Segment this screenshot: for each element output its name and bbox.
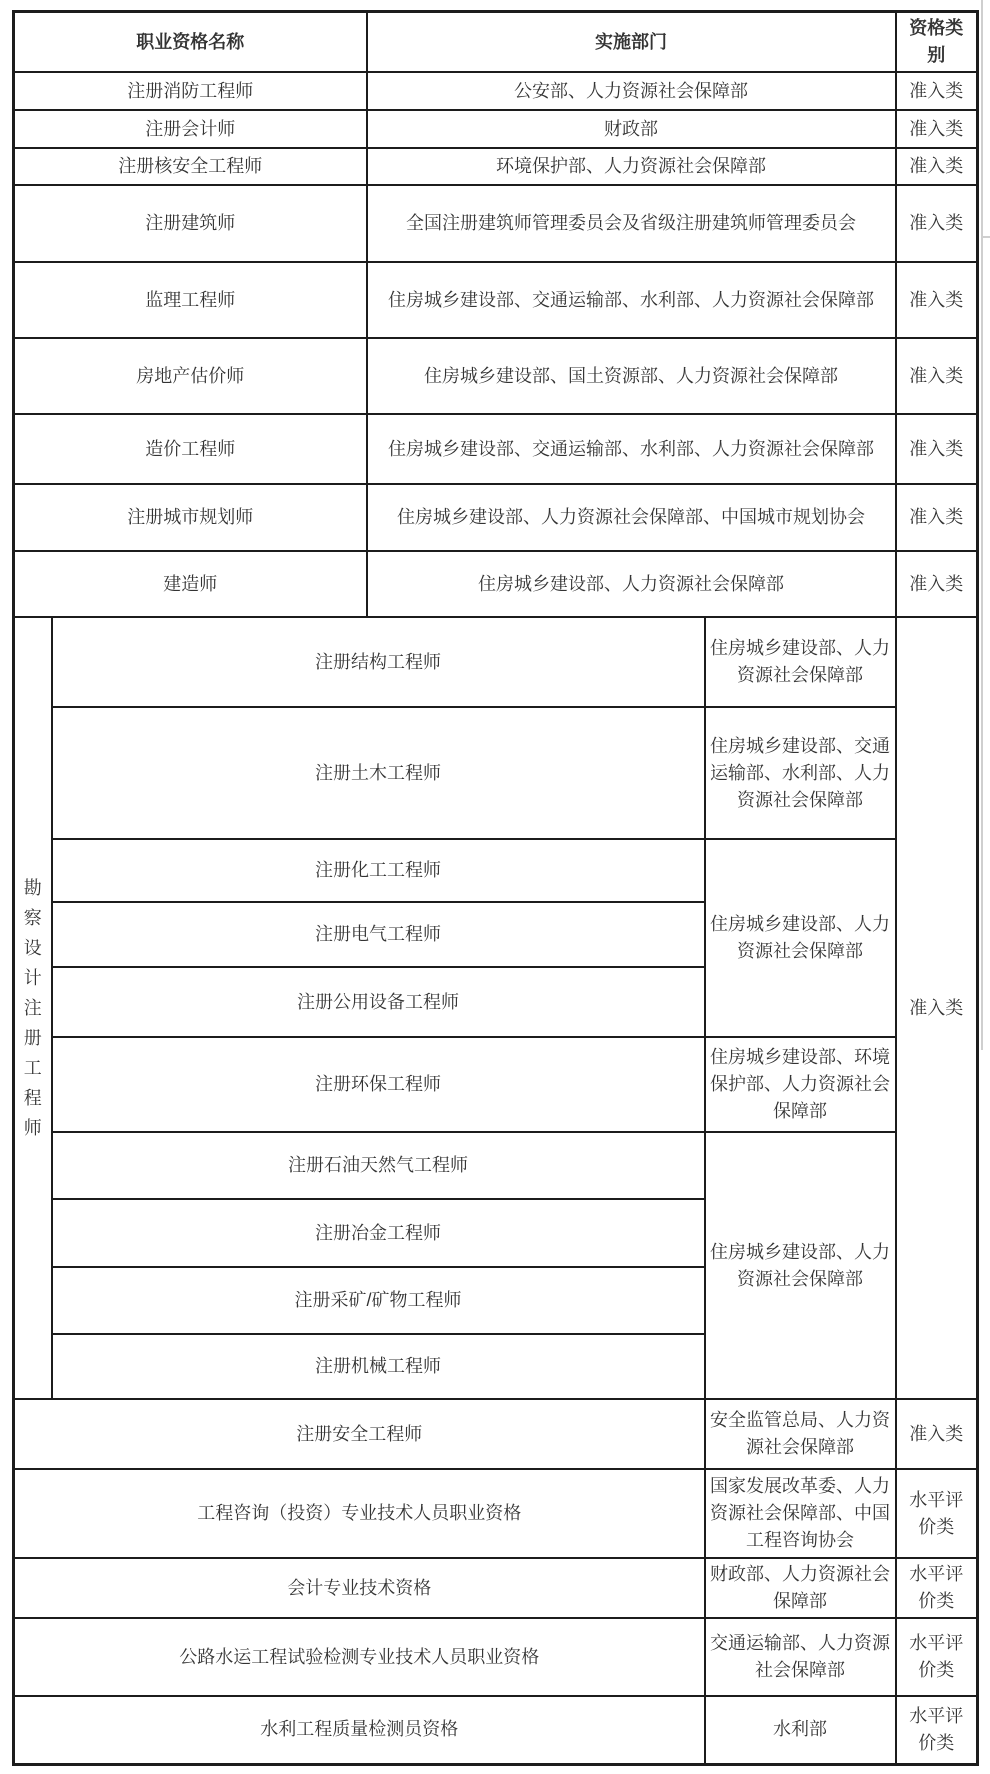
table-row (14, 1399, 978, 1469)
sub-row-name-cell: 注册石油天然气工程师 (52, 1132, 705, 1199)
sub-row-name-cell: 注册采矿/矿物工程师 (52, 1267, 705, 1334)
sub-row-name-cell: 注册冶金工程师 (52, 1199, 705, 1267)
table-row (14, 414, 978, 484)
sub-row-name-cell: 注册公用设备工程师 (52, 967, 705, 1037)
row-name-cell: 注册城市规划师 (14, 484, 367, 551)
table-row (14, 148, 978, 185)
sub-row-name-cell: 注册机械工程师 (52, 1334, 705, 1399)
group-label-cell (14, 617, 52, 1399)
row-category-cell: 水平评价类 (896, 1469, 978, 1558)
table-row (14, 1618, 978, 1696)
row-dept-cell: 住房城乡建设部、国土资源部、人力资源社会保障部 (367, 338, 896, 414)
row-name-cell: 监理工程师 (14, 262, 367, 338)
row-dept-cell: 住房城乡建设部、人力资源社会保障部 (367, 551, 896, 617)
row-dept-cell: 公安部、人力资源社会保障部 (367, 72, 896, 110)
name-header-cell: 职业资格名称 (14, 12, 367, 73)
merged-dept-cell: 住房城乡建设部、环境保护部、人力资源社会保障部 (705, 1037, 896, 1132)
row-category-cell: 准入类 (896, 414, 978, 484)
sub-row-name-cell: 注册电气工程师 (52, 902, 705, 967)
page-edge-artifact (981, 0, 983, 1050)
row-dept-cell: 水利部 (705, 1696, 896, 1764)
table-row (14, 72, 978, 110)
table-row (14, 484, 978, 551)
row-category-cell: 准入类 (896, 338, 978, 414)
merged-dept-cell: 住房城乡建设部、人力资源社会保障部 (705, 839, 896, 1037)
table-row (14, 185, 978, 262)
category-header-cell: 资格类别 (896, 12, 978, 73)
sub-row-name-cell: 注册土木工程师 (52, 707, 705, 839)
dept-header-cell: 实施部门 (367, 12, 896, 73)
table-row (14, 1696, 978, 1764)
row-name-cell: 会计专业技术资格 (14, 1558, 705, 1618)
group-category-cell: 准入类 (896, 617, 978, 1399)
table-header-row (14, 12, 978, 73)
table-row (14, 1558, 978, 1618)
row-category-cell: 准入类 (896, 185, 978, 262)
table-row (14, 338, 978, 414)
row-category-cell: 准入类 (896, 72, 978, 110)
table-row (14, 1469, 978, 1558)
merged-dept-cell: 住房城乡建设部、人力资源社会保障部 (705, 1132, 896, 1399)
row-name-cell: 注册建筑师 (14, 185, 367, 262)
qualification-table (12, 10, 979, 1766)
row-dept-cell: 住房城乡建设部、交通运输部、水利部、人力资源社会保障部 (367, 414, 896, 484)
row-name-cell: 建造师 (14, 551, 367, 617)
row-category-cell: 准入类 (896, 110, 978, 148)
row-category-cell: 水平评价类 (896, 1558, 978, 1618)
row-dept-cell: 国家发展改革委、人力资源社会保障部、中国工程咨询协会 (705, 1469, 896, 1558)
row-name-cell: 注册安全工程师 (14, 1399, 705, 1469)
row-name-cell: 工程咨询（投资）专业技术人员职业资格 (14, 1469, 705, 1558)
sub-row-name-cell: 注册环保工程师 (52, 1037, 705, 1132)
row-name-cell: 造价工程师 (14, 414, 367, 484)
table-row (14, 839, 978, 902)
row-name-cell: 注册核安全工程师 (14, 148, 367, 185)
row-name-cell: 注册会计师 (14, 110, 367, 148)
row-category-cell: 准入类 (896, 484, 978, 551)
row-dept-cell: 交通运输部、人力资源社会保障部 (705, 1618, 896, 1696)
row-dept-cell: 安全监管总局、人力资源社会保障部 (705, 1399, 896, 1469)
row-dept-cell: 财政部 (367, 110, 896, 148)
table-row (14, 551, 978, 617)
sub-row-name-cell: 注册结构工程师 (52, 617, 705, 707)
row-dept-cell: 全国注册建筑师管理委员会及省级注册建筑师管理委员会 (367, 185, 896, 262)
group-vertical-label: 勘察设计注册工程师 (23, 878, 42, 1138)
sub-row-name-cell: 注册化工工程师 (52, 839, 705, 902)
table-row (14, 707, 978, 839)
table-row (14, 262, 978, 338)
page-edge-tick (981, 236, 990, 238)
row-name-cell: 注册消防工程师 (14, 72, 367, 110)
table-row (14, 110, 978, 148)
row-category-cell: 准入类 (896, 148, 978, 185)
row-category-cell: 准入类 (896, 551, 978, 617)
row-name-cell: 公路水运工程试验检测专业技术人员职业资格 (14, 1618, 705, 1696)
merged-dept-cell: 住房城乡建设部、交通运输部、水利部、人力资源社会保障部 (705, 707, 896, 839)
table-row (14, 617, 978, 707)
row-dept-cell: 财政部、人力资源社会保障部 (705, 1558, 896, 1618)
row-name-cell: 水利工程质量检测员资格 (14, 1696, 705, 1764)
row-dept-cell: 住房城乡建设部、交通运输部、水利部、人力资源社会保障部 (367, 262, 896, 338)
row-category-cell: 准入类 (896, 262, 978, 338)
row-category-cell: 水平评价类 (896, 1696, 978, 1764)
row-name-cell: 房地产估价师 (14, 338, 367, 414)
row-dept-cell: 环境保护部、人力资源社会保障部 (367, 148, 896, 185)
table-row (14, 1037, 978, 1132)
row-category-cell: 水平评价类 (896, 1618, 978, 1696)
row-dept-cell: 住房城乡建设部、人力资源社会保障部、中国城市规划协会 (367, 484, 896, 551)
row-category-cell: 准入类 (896, 1399, 978, 1469)
merged-dept-cell: 住房城乡建设部、人力资源社会保障部 (705, 617, 896, 707)
table-row (14, 1132, 978, 1199)
